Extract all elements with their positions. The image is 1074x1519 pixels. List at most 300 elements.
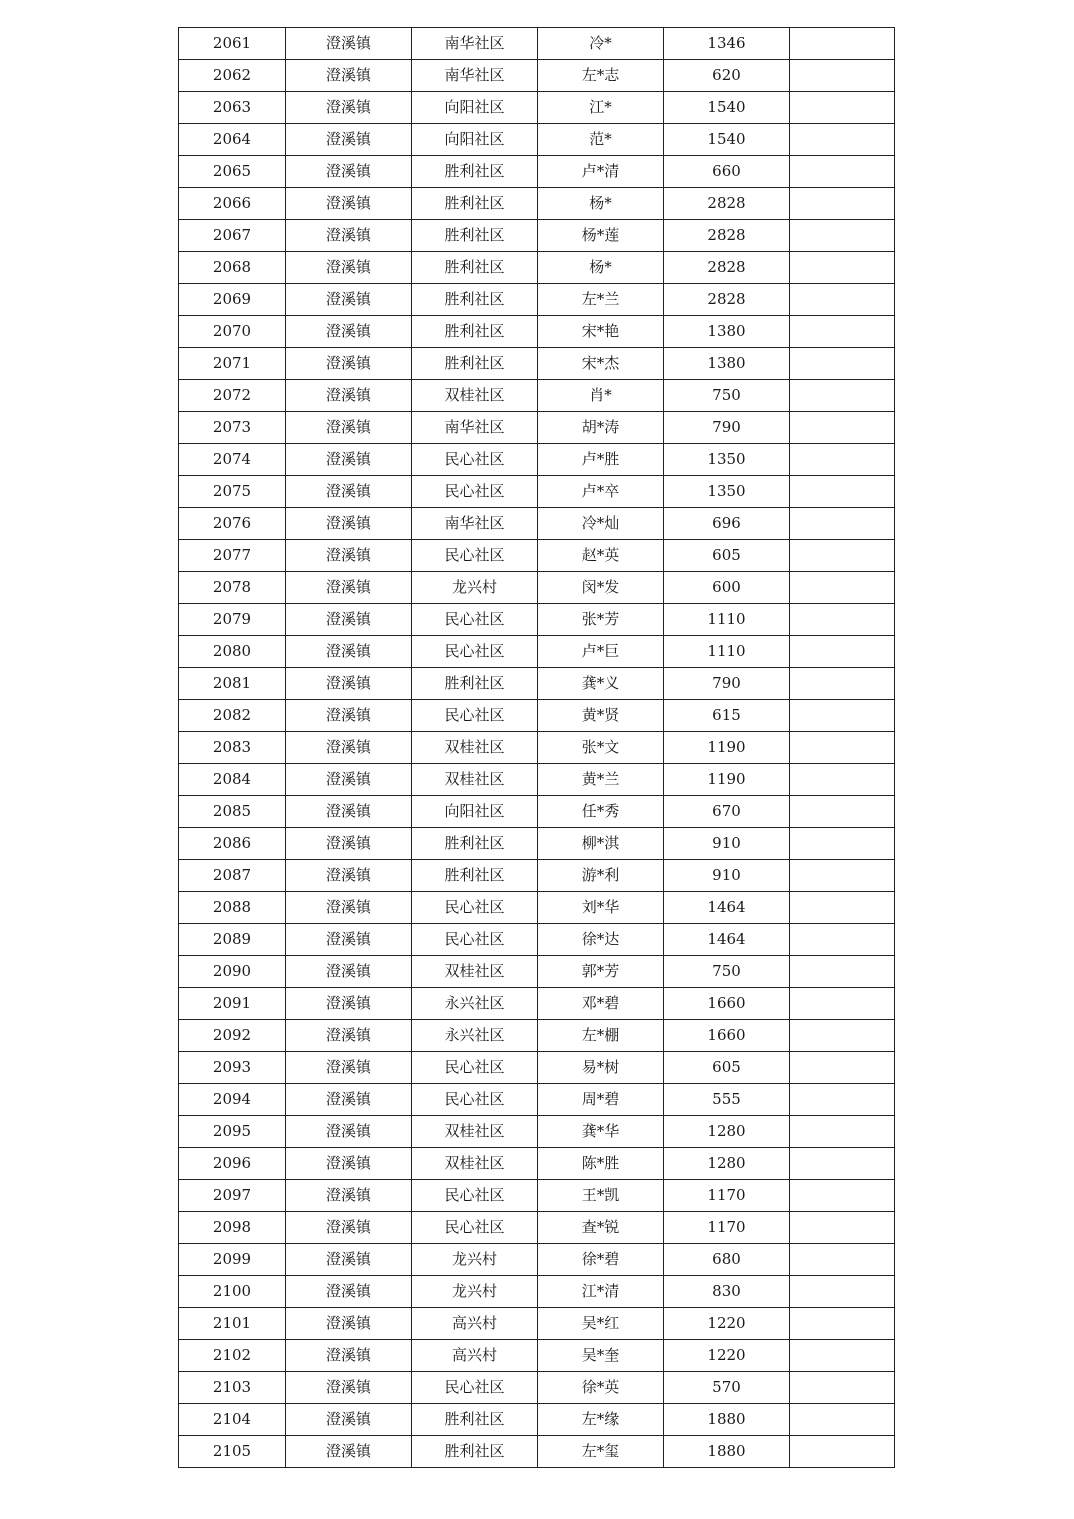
serial-cell: 2088 [179,892,286,924]
community-cell: 民心社区 [412,540,538,572]
subsidy-list-table [178,27,895,1468]
serial-cell: 2070 [179,316,286,348]
town-cell: 澄溪镇 [286,956,412,988]
serial-cell: 2066 [179,188,286,220]
community-cell: 民心社区 [412,1084,538,1116]
amount-cell: 1660 [664,1020,790,1052]
name-cell: 江* [538,92,664,124]
table-row [179,60,895,92]
town-cell: 澄溪镇 [286,892,412,924]
table-row [179,1148,895,1180]
serial-cell: 2103 [179,1372,286,1404]
serial-cell: 2094 [179,1084,286,1116]
town-cell: 澄溪镇 [286,1276,412,1308]
amount-cell: 696 [664,508,790,540]
remark-cell [790,572,895,604]
table-row [179,1212,895,1244]
remark-cell [790,380,895,412]
remark-cell [790,636,895,668]
serial-cell: 2091 [179,988,286,1020]
name-cell: 张*文 [538,732,664,764]
table-row [179,764,895,796]
name-cell: 龚*华 [538,1116,664,1148]
town-cell: 澄溪镇 [286,700,412,732]
community-cell: 胜利社区 [412,1404,538,1436]
amount-cell: 790 [664,412,790,444]
amount-cell: 2828 [664,220,790,252]
amount-cell: 1660 [664,988,790,1020]
table-row [179,380,895,412]
serial-cell: 2063 [179,92,286,124]
table-row [179,1084,895,1116]
table-row [179,572,895,604]
serial-cell: 2098 [179,1212,286,1244]
community-cell: 胜利社区 [412,188,538,220]
table-row [179,956,895,988]
remark-cell [790,28,895,60]
remark-cell [790,60,895,92]
serial-cell: 2089 [179,924,286,956]
table-row [179,348,895,380]
serial-cell: 2084 [179,764,286,796]
table-row [179,1276,895,1308]
community-cell: 民心社区 [412,476,538,508]
amount-cell: 1540 [664,92,790,124]
serial-cell: 2067 [179,220,286,252]
community-cell: 南华社区 [412,60,538,92]
name-cell: 查*锐 [538,1212,664,1244]
community-cell: 向阳社区 [412,124,538,156]
town-cell: 澄溪镇 [286,1372,412,1404]
name-cell: 左*志 [538,60,664,92]
serial-cell: 2062 [179,60,286,92]
table-row [179,1436,895,1468]
remark-cell [790,1340,895,1372]
amount-cell: 1880 [664,1436,790,1468]
amount-cell: 615 [664,700,790,732]
serial-cell: 2079 [179,604,286,636]
table-row [179,252,895,284]
amount-cell: 910 [664,828,790,860]
name-cell: 宋*杰 [538,348,664,380]
town-cell: 澄溪镇 [286,1180,412,1212]
remark-cell [790,1372,895,1404]
town-cell: 澄溪镇 [286,348,412,380]
table-row [179,156,895,188]
table-row [179,1116,895,1148]
remark-cell [790,1404,895,1436]
name-cell: 陈*胜 [538,1148,664,1180]
community-cell: 双桂社区 [412,732,538,764]
serial-cell: 2092 [179,1020,286,1052]
town-cell: 澄溪镇 [286,796,412,828]
community-cell: 高兴村 [412,1340,538,1372]
community-cell: 双桂社区 [412,1116,538,1148]
name-cell: 邓*碧 [538,988,664,1020]
name-cell: 吴*红 [538,1308,664,1340]
town-cell: 澄溪镇 [286,540,412,572]
amount-cell: 750 [664,956,790,988]
town-cell: 澄溪镇 [286,1340,412,1372]
table-row [179,1052,895,1084]
name-cell: 吴*奎 [538,1340,664,1372]
remark-cell [790,764,895,796]
community-cell: 民心社区 [412,1372,538,1404]
name-cell: 易*树 [538,1052,664,1084]
amount-cell: 2828 [664,284,790,316]
community-cell: 民心社区 [412,892,538,924]
serial-cell: 2065 [179,156,286,188]
table-row [179,540,895,572]
amount-cell: 750 [664,380,790,412]
town-cell: 澄溪镇 [286,828,412,860]
town-cell: 澄溪镇 [286,572,412,604]
remark-cell [790,252,895,284]
name-cell: 江*清 [538,1276,664,1308]
remark-cell [790,540,895,572]
amount-cell: 1110 [664,604,790,636]
town-cell: 澄溪镇 [286,188,412,220]
remark-cell [790,508,895,540]
community-cell: 胜利社区 [412,348,538,380]
serial-cell: 2093 [179,1052,286,1084]
name-cell: 游*利 [538,860,664,892]
name-cell: 龚*义 [538,668,664,700]
town-cell: 澄溪镇 [286,1052,412,1084]
amount-cell: 1220 [664,1340,790,1372]
name-cell: 左*缘 [538,1404,664,1436]
town-cell: 澄溪镇 [286,1020,412,1052]
community-cell: 胜利社区 [412,668,538,700]
community-cell: 龙兴村 [412,572,538,604]
table-row [179,444,895,476]
remark-cell [790,1116,895,1148]
amount-cell: 1190 [664,764,790,796]
town-cell: 澄溪镇 [286,1308,412,1340]
remark-cell [790,1148,895,1180]
community-cell: 龙兴村 [412,1244,538,1276]
name-cell: 杨*莲 [538,220,664,252]
name-cell: 左*兰 [538,284,664,316]
community-cell: 胜利社区 [412,860,538,892]
amount-cell: 620 [664,60,790,92]
serial-cell: 2077 [179,540,286,572]
serial-cell: 2069 [179,284,286,316]
remark-cell [790,188,895,220]
serial-cell: 2072 [179,380,286,412]
table-row [179,316,895,348]
serial-cell: 2104 [179,1404,286,1436]
amount-cell: 830 [664,1276,790,1308]
community-cell: 南华社区 [412,412,538,444]
table-body [179,28,895,1468]
remark-cell [790,1244,895,1276]
table-row [179,1372,895,1404]
name-cell: 卢*巨 [538,636,664,668]
community-cell: 胜利社区 [412,316,538,348]
table-row [179,796,895,828]
remark-cell [790,1276,895,1308]
amount-cell: 1350 [664,444,790,476]
name-cell: 徐*英 [538,1372,664,1404]
name-cell: 范* [538,124,664,156]
table-row [179,28,895,60]
community-cell: 民心社区 [412,1052,538,1084]
serial-cell: 2073 [179,412,286,444]
remark-cell [790,860,895,892]
table-row [179,92,895,124]
community-cell: 双桂社区 [412,380,538,412]
town-cell: 澄溪镇 [286,92,412,124]
town-cell: 澄溪镇 [286,156,412,188]
community-cell: 胜利社区 [412,252,538,284]
name-cell: 胡*涛 [538,412,664,444]
table-row [179,508,895,540]
amount-cell: 1380 [664,348,790,380]
amount-cell: 1880 [664,1404,790,1436]
name-cell: 徐*碧 [538,1244,664,1276]
amount-cell: 600 [664,572,790,604]
amount-cell: 555 [664,1084,790,1116]
serial-cell: 2097 [179,1180,286,1212]
community-cell: 胜利社区 [412,220,538,252]
name-cell: 冷* [538,28,664,60]
table-row [179,124,895,156]
table-row [179,636,895,668]
amount-cell: 1380 [664,316,790,348]
name-cell: 柳*淇 [538,828,664,860]
town-cell: 澄溪镇 [286,1116,412,1148]
serial-cell: 2081 [179,668,286,700]
community-cell: 南华社区 [412,28,538,60]
town-cell: 澄溪镇 [286,732,412,764]
town-cell: 澄溪镇 [286,380,412,412]
remark-cell [790,1308,895,1340]
remark-cell [790,156,895,188]
town-cell: 澄溪镇 [286,1212,412,1244]
remark-cell [790,1436,895,1468]
serial-cell: 2064 [179,124,286,156]
name-cell: 周*碧 [538,1084,664,1116]
community-cell: 双桂社区 [412,764,538,796]
town-cell: 澄溪镇 [286,444,412,476]
town-cell: 澄溪镇 [286,668,412,700]
community-cell: 胜利社区 [412,156,538,188]
table-row [179,828,895,860]
name-cell: 张*芳 [538,604,664,636]
remark-cell [790,956,895,988]
community-cell: 南华社区 [412,508,538,540]
table-row [179,668,895,700]
table-row [179,988,895,1020]
name-cell: 黄*贤 [538,700,664,732]
remark-cell [790,444,895,476]
serial-cell: 2071 [179,348,286,380]
serial-cell: 2076 [179,508,286,540]
name-cell: 肖* [538,380,664,412]
serial-cell: 2083 [179,732,286,764]
remark-cell [790,796,895,828]
remark-cell [790,476,895,508]
community-cell: 民心社区 [412,444,538,476]
remark-cell [790,668,895,700]
town-cell: 澄溪镇 [286,1244,412,1276]
serial-cell: 2105 [179,1436,286,1468]
remark-cell [790,124,895,156]
table-row [179,1180,895,1212]
town-cell: 澄溪镇 [286,124,412,156]
amount-cell: 1110 [664,636,790,668]
table-row [179,732,895,764]
serial-cell: 2085 [179,796,286,828]
name-cell: 左*玺 [538,1436,664,1468]
name-cell: 任*秀 [538,796,664,828]
table-row [179,220,895,252]
table-row [179,1244,895,1276]
town-cell: 澄溪镇 [286,316,412,348]
remark-cell [790,348,895,380]
serial-cell: 2086 [179,828,286,860]
remark-cell [790,316,895,348]
name-cell: 黄*兰 [538,764,664,796]
name-cell: 刘*华 [538,892,664,924]
amount-cell: 570 [664,1372,790,1404]
table-row [179,284,895,316]
serial-cell: 2061 [179,28,286,60]
remark-cell [790,924,895,956]
remark-cell [790,1052,895,1084]
town-cell: 澄溪镇 [286,636,412,668]
table-row [179,1308,895,1340]
town-cell: 澄溪镇 [286,988,412,1020]
table-row [179,860,895,892]
community-cell: 民心社区 [412,1180,538,1212]
amount-cell: 660 [664,156,790,188]
community-cell: 龙兴村 [412,1276,538,1308]
serial-cell: 2101 [179,1308,286,1340]
remark-cell [790,892,895,924]
name-cell: 杨* [538,252,664,284]
serial-cell: 2074 [179,444,286,476]
community-cell: 民心社区 [412,636,538,668]
remark-cell [790,1212,895,1244]
amount-cell: 1464 [664,892,790,924]
community-cell: 民心社区 [412,1212,538,1244]
town-cell: 澄溪镇 [286,860,412,892]
serial-cell: 2102 [179,1340,286,1372]
community-cell: 高兴村 [412,1308,538,1340]
serial-cell: 2082 [179,700,286,732]
town-cell: 澄溪镇 [286,764,412,796]
serial-cell: 2068 [179,252,286,284]
serial-cell: 2075 [179,476,286,508]
amount-cell: 1346 [664,28,790,60]
community-cell: 民心社区 [412,604,538,636]
remark-cell [790,988,895,1020]
amount-cell: 1280 [664,1116,790,1148]
town-cell: 澄溪镇 [286,1436,412,1468]
table-row [179,1340,895,1372]
name-cell: 卢*卒 [538,476,664,508]
serial-cell: 2096 [179,1148,286,1180]
community-cell: 胜利社区 [412,828,538,860]
amount-cell: 1540 [664,124,790,156]
town-cell: 澄溪镇 [286,284,412,316]
amount-cell: 2828 [664,252,790,284]
community-cell: 永兴社区 [412,1020,538,1052]
town-cell: 澄溪镇 [286,1148,412,1180]
serial-cell: 2087 [179,860,286,892]
table-row [179,476,895,508]
community-cell: 向阳社区 [412,796,538,828]
name-cell: 卢*清 [538,156,664,188]
community-cell: 双桂社区 [412,956,538,988]
name-cell: 冷*灿 [538,508,664,540]
serial-cell: 2080 [179,636,286,668]
table-row [179,1404,895,1436]
amount-cell: 1464 [664,924,790,956]
community-cell: 向阳社区 [412,92,538,124]
town-cell: 澄溪镇 [286,604,412,636]
amount-cell: 680 [664,1244,790,1276]
amount-cell: 670 [664,796,790,828]
community-cell: 民心社区 [412,924,538,956]
serial-cell: 2090 [179,956,286,988]
name-cell: 卢*胜 [538,444,664,476]
name-cell: 杨* [538,188,664,220]
remark-cell [790,412,895,444]
table-row [179,188,895,220]
serial-cell: 2100 [179,1276,286,1308]
table-row [179,412,895,444]
town-cell: 澄溪镇 [286,28,412,60]
table-row [179,700,895,732]
remark-cell [790,828,895,860]
name-cell: 闵*发 [538,572,664,604]
remark-cell [790,1020,895,1052]
remark-cell [790,1084,895,1116]
table-row [179,1020,895,1052]
community-cell: 双桂社区 [412,1148,538,1180]
table-row [179,892,895,924]
remark-cell [790,732,895,764]
amount-cell: 1170 [664,1212,790,1244]
town-cell: 澄溪镇 [286,508,412,540]
amount-cell: 605 [664,1052,790,1084]
amount-cell: 790 [664,668,790,700]
remark-cell [790,220,895,252]
name-cell: 王*凯 [538,1180,664,1212]
serial-cell: 2078 [179,572,286,604]
town-cell: 澄溪镇 [286,220,412,252]
serial-cell: 2095 [179,1116,286,1148]
name-cell: 宋*艳 [538,316,664,348]
remark-cell [790,700,895,732]
amount-cell: 1170 [664,1180,790,1212]
remark-cell [790,92,895,124]
amount-cell: 1220 [664,1308,790,1340]
town-cell: 澄溪镇 [286,1404,412,1436]
name-cell: 郭*芳 [538,956,664,988]
amount-cell: 2828 [664,188,790,220]
remark-cell [790,284,895,316]
community-cell: 民心社区 [412,700,538,732]
name-cell: 赵*英 [538,540,664,572]
town-cell: 澄溪镇 [286,1084,412,1116]
serial-cell: 2099 [179,1244,286,1276]
amount-cell: 1190 [664,732,790,764]
remark-cell [790,1180,895,1212]
